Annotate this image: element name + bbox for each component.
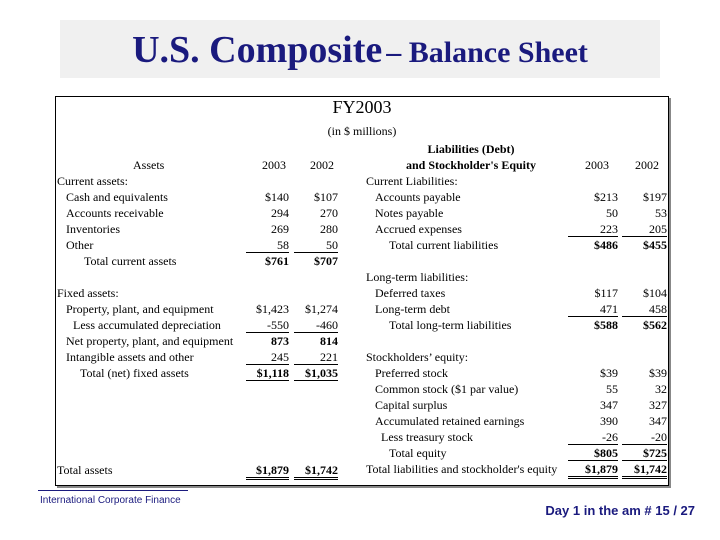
current-assets-label: Current assets: xyxy=(57,174,128,188)
other-2003: 58 xyxy=(246,238,289,253)
ppe-2003: $1,423 xyxy=(256,302,289,316)
ltdebt-label: Long-term debt xyxy=(375,302,450,316)
total-fixed-assets-label: Total (net) fixed assets xyxy=(80,366,189,380)
receivable-label: Accounts receivable xyxy=(66,206,164,220)
depreciation-label: Less accumulated depreciation xyxy=(73,318,221,332)
deferred-2002: $104 xyxy=(643,286,667,300)
footer-rule xyxy=(38,490,188,491)
assets-col-2003: 2003 xyxy=(262,158,286,172)
total-current-assets-2002: $707 xyxy=(314,254,338,268)
liabilities-header-line1: Liabilities (Debt) xyxy=(427,142,515,156)
cash-2003: $140 xyxy=(265,190,289,204)
total-assets-2002: $1,742 xyxy=(294,463,338,480)
payable-2002: $197 xyxy=(643,190,667,204)
slide-title xyxy=(0,28,720,72)
liabilities-col-2002: 2002 xyxy=(635,158,659,172)
title-main: U.S. Composite xyxy=(132,29,383,71)
retained-2002: 347 xyxy=(649,414,667,428)
ppe-label: Property, plant, and equipment xyxy=(66,302,214,316)
surplus-2003: 347 xyxy=(600,398,618,412)
net-ppe-2003: 873 xyxy=(271,334,289,348)
receivable-2002: 270 xyxy=(320,206,338,220)
total-longterm-2003: $588 xyxy=(594,318,618,332)
balance-sheet-table xyxy=(55,96,669,486)
deferred-2003: $117 xyxy=(594,286,618,300)
total-current-assets-2003: $761 xyxy=(265,254,289,268)
preferred-label: Preferred stock xyxy=(375,366,448,380)
intangible-2003: 245 xyxy=(246,350,289,365)
cash-label: Cash and equivalents xyxy=(66,190,168,204)
notes-2003: 50 xyxy=(606,206,618,220)
ltdebt-2002: 458 xyxy=(622,302,667,317)
equity-label: Stockholders’ equity: xyxy=(366,350,469,364)
total-equity-2003: $805 xyxy=(568,446,618,461)
total-fixed-assets-2002: $1,035 xyxy=(294,366,338,381)
deferred-label: Deferred taxes xyxy=(375,286,446,300)
fixed-assets-label: Fixed assets: xyxy=(57,286,119,300)
accrued-2002: 205 xyxy=(622,222,667,237)
notes-label: Notes payable xyxy=(375,206,444,220)
common-2002: 32 xyxy=(655,382,667,396)
footer-course-name: International Corporate Finance xyxy=(40,495,181,506)
total-liabilities-equity-label: Total liabilities and stockholder's equity xyxy=(366,462,558,476)
receivable-2003: 294 xyxy=(271,206,289,220)
intangible-2002: 221 xyxy=(294,350,338,365)
cash-2002: $107 xyxy=(314,190,338,204)
net-ppe-2002: 814 xyxy=(320,334,338,348)
preferred-2002: $39 xyxy=(649,366,667,380)
inventories-label: Inventories xyxy=(66,222,120,236)
longterm-liabilities-label: Long-term liabilities: xyxy=(366,270,469,284)
surplus-label: Capital surplus xyxy=(375,398,448,412)
total-liabilities-equity-2002: $1,742 xyxy=(622,462,667,479)
other-label: Other xyxy=(66,238,94,252)
depreciation-2002: -460 xyxy=(294,318,338,333)
total-equity-label: Total equity xyxy=(389,446,447,460)
total-assets-2003: $1,879 xyxy=(246,463,289,480)
title-sub: – Balance Sheet xyxy=(386,36,588,69)
ppe-2002: $1,274 xyxy=(305,302,338,316)
retained-label: Accumulated retained earnings xyxy=(375,414,525,428)
surplus-2002: 327 xyxy=(649,398,667,412)
footer-page-number: Day 1 in the am # 15 / 27 xyxy=(545,503,695,518)
treasury-2002: -20 xyxy=(622,430,667,445)
ltdebt-2003: 471 xyxy=(568,302,618,317)
notes-2002: 53 xyxy=(655,206,667,220)
inventories-2002: 280 xyxy=(320,222,338,236)
common-label: Common stock ($1 par value) xyxy=(375,382,519,396)
total-longterm-2002: $562 xyxy=(643,318,667,332)
total-current-liabilities-label: Total current liabilities xyxy=(389,238,499,252)
total-current-liabilities-2003: $486 xyxy=(594,238,618,252)
common-2003: 55 xyxy=(606,382,618,396)
other-2002: 50 xyxy=(294,238,338,253)
inventories-2003: 269 xyxy=(271,222,289,236)
accrued-2003: 223 xyxy=(568,222,618,237)
payable-2003: $213 xyxy=(594,190,618,204)
retained-2003: 390 xyxy=(600,414,618,428)
total-longterm-label: Total long-term liabilities xyxy=(389,318,512,332)
depreciation-2003: -550 xyxy=(246,318,289,333)
fiscal-year: FY2003 xyxy=(332,97,392,117)
units-note: (in $ millions) xyxy=(327,124,397,138)
net-ppe-label: Net property, plant, and equipment xyxy=(66,334,234,348)
total-current-liabilities-2002: $455 xyxy=(643,238,667,252)
liabilities-header-line2: and Stockholder's Equity xyxy=(405,158,537,172)
current-liabilities-label: Current Liabilities: xyxy=(366,174,458,188)
liabilities-col-2003: 2003 xyxy=(585,158,609,172)
total-equity-2002: $725 xyxy=(622,446,667,461)
total-current-assets-label: Total current assets xyxy=(84,254,177,268)
accrued-label: Accrued expenses xyxy=(375,222,462,236)
assets-col-2002: 2002 xyxy=(310,158,334,172)
total-liabilities-equity-2003: $1,879 xyxy=(568,462,618,479)
total-fixed-assets-2003: $1,118 xyxy=(246,366,289,381)
treasury-label: Less treasury stock xyxy=(381,430,473,444)
assets-header: Assets xyxy=(133,158,165,172)
total-assets-label: Total assets xyxy=(57,463,113,477)
treasury-2003: -26 xyxy=(568,430,618,445)
intangible-label: Intangible assets and other xyxy=(66,350,194,364)
payable-label: Accounts payable xyxy=(375,190,461,204)
preferred-2003: $39 xyxy=(600,366,618,380)
